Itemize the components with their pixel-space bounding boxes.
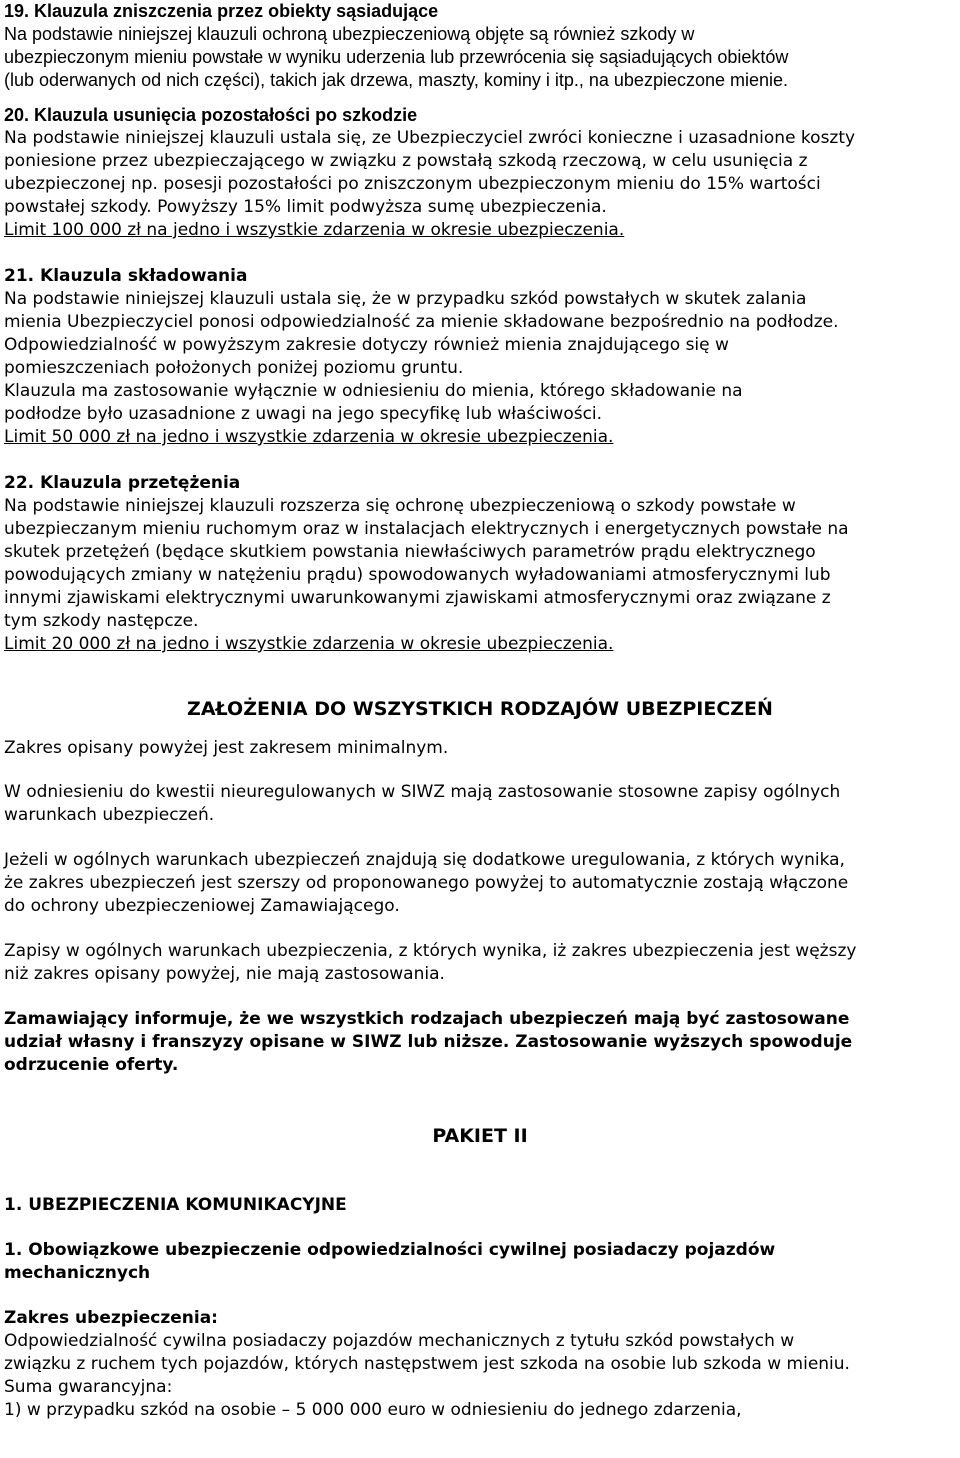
scope-line: związku z ruchem tych pojazdów, których następstwem jest szkoda na osobie lub szkoda w mieniu. (4, 1354, 850, 1374)
section-19 (4, 0, 956, 92)
section-21-line: Na podstawie niniejszej klauzuli ustala się, że w przypadku szkód powstałych w skutek zalania (4, 289, 807, 309)
section-22-line: Na podstawie niniejszej klauzuli rozszerza się ochronę ubezpieczeniową o szkody powstałe w (4, 496, 796, 516)
section-21-line: Odpowiedzialność w powyższym zakresie dotyczy również mienia znajdującego się w (4, 335, 729, 355)
section-20 (4, 104, 956, 242)
assumptions-paragraph-3: do ochrony ubezpieczeniowej Zamawiającego. (4, 896, 400, 916)
section-22-line: tym szkody następcze. (4, 611, 199, 631)
section-20-limit: Limit 100 000 zł na jedno i wszystkie zdarzenia w okresie ubezpieczenia. (4, 220, 625, 240)
pakiet-section-heading: 1. UBEZPIECZENIA KOMUNIKACYJNE (4, 1195, 347, 1215)
section-20-line: poniesione przez ubezpieczającego w związku z powstałą szkodą rzeczową, w celu usunięcia z (4, 151, 808, 171)
section-20-heading: 20. Klauzula usunięcia pozostałości po szkodzie (4, 105, 418, 125)
section-21-line: mienia Ubezpieczyciel ponosi odpowiedzialność za mienie składowane bezpośrednio na podłodze. (4, 312, 839, 332)
assumptions-paragraph-4: Zapisy w ogólnych warunkach ubezpieczenia, z których wynika, iż zakres ubezpieczenia jest węższy (4, 941, 857, 961)
assumptions-section (4, 698, 956, 1077)
assumptions-paragraph-4: niż zakres opisany powyżej, nie mają zastosowania. (4, 964, 445, 984)
section-22-line: innymi zjawiskami elektrycznymi uwarunkowanymi zjawiskami atmosferycznymi oraz związane z (4, 588, 831, 608)
section-19-line: ubezpieczonym mieniu powstałe w wyniku uderzenia lub przewrócenia się sąsiadujących obiektów (4, 47, 789, 67)
section-22-line: skutek przetężeń (będące skutkiem powstania niewłaściwych parametrów prądu elektrycznego (4, 542, 816, 562)
assumptions-paragraph-1: Zakres opisany powyżej jest zakresem minimalnym. (4, 738, 449, 758)
assumptions-paragraph-2: warunkach ubezpieczeń. (4, 805, 215, 825)
section-20-line: powstałej szkody. Powyższy 15% limit podwyższa sumę ubezpieczenia. (4, 197, 607, 217)
scope-line: Odpowiedzialność cywilna posiadaczy pojazdów mechanicznych z tytułu szkód powstałych w (4, 1331, 795, 1351)
section-21-line: podłodze było uzasadnione z uwagi na jego specyfikę lub właściwości. (4, 404, 603, 424)
scope-line: Suma gwarancyjna: (4, 1377, 173, 1397)
section-21 (4, 265, 956, 449)
section-22-heading: 22. Klauzula przetężenia (4, 473, 241, 493)
section-22 (4, 472, 956, 656)
pakiet-subheading: mechanicznych (4, 1263, 151, 1283)
scope-line: 1) w przypadku szkód na osobie – 5 000 000 euro w odniesieniu do jednego zdarzenia, (4, 1400, 742, 1420)
section-21-line: Klauzula ma zastosowanie wyłącznie w odniesieniu do mienia, którego składowanie na (4, 381, 743, 401)
assumptions-paragraph-3: że zakres ubezpieczeń jest szerszy od proponowanego powyżej to automatycznie zostają włączone (4, 873, 849, 893)
assumptions-paragraph-3: Jeżeli w ogólnych warunkach ubezpieczeń znajdują się dodatkowe uregulowania, z których wynika, (4, 850, 845, 870)
section-20-line: Na podstawie niniejszej klauzuli ustala się, ze Ubezpieczyciel zwróci konieczne i uzasadnione koszty (4, 128, 856, 148)
pakiet-section (4, 1125, 956, 1422)
section-21-limit: Limit 50 000 zł na jedno i wszystkie zdarzenia w okresie ubezpieczenia. (4, 427, 614, 447)
scope-label: Zakres ubezpieczenia: (4, 1308, 218, 1328)
pakiet-subheading: 1. Obowiązkowe ubezpieczenie odpowiedzialności cywilnej posiadaczy pojazdów (4, 1240, 776, 1260)
assumptions-notice: udział własny i franszyzy opisane w SIWZ lub niższe. Zastosowanie wyższych spowoduje (4, 1032, 853, 1052)
section-22-line: ubezpieczanym mieniu ruchomym oraz w instalacjach elektrycznych i energetycznych powstałe na (4, 519, 849, 539)
pakiet-title: PAKIET II (432, 1125, 528, 1147)
section-19-line: (lub oderwanych od nich części), takich jak drzewa, maszty, kominy i itp., na ubezpieczone mienie. (4, 70, 789, 90)
assumptions-title: ZAŁOŻENIA DO WSZYSTKICH RODZAJÓW UBEZPIECZEŃ (187, 698, 773, 720)
section-20-line: ubezpieczonej np. posesji pozostałości po zniszczonym ubezpieczonym mieniu do 15% wartości (4, 174, 821, 194)
section-22-limit: Limit 20 000 zł na jedno i wszystkie zdarzenia w okresie ubezpieczenia. (4, 634, 614, 654)
assumptions-notice: odrzucenie oferty. (4, 1055, 179, 1075)
section-22-line: powodujących zmiany w natężeniu prądu) spowodowanych wyładowaniami atmosferycznymi lub (4, 565, 831, 585)
assumptions-notice: Zamawiający informuje, że we wszystkich rodzajach ubezpieczeń mają być zastosowane (4, 1009, 850, 1029)
section-21-heading: 21. Klauzula składowania (4, 266, 248, 286)
section-19-heading: 19. Klauzula zniszczenia przez obiekty sąsiadujące (4, 1, 439, 21)
section-19-line: Na podstawie niniejszej klauzuli ochroną ubezpieczeniową objęte są również szkody w (4, 24, 695, 44)
section-21-line: pomieszczeniach położonych poniżej poziomu gruntu. (4, 358, 464, 378)
assumptions-paragraph-2: W odniesieniu do kwestii nieuregulowanych w SIWZ mają zastosowanie stosowne zapisy ogólnych (4, 782, 841, 802)
